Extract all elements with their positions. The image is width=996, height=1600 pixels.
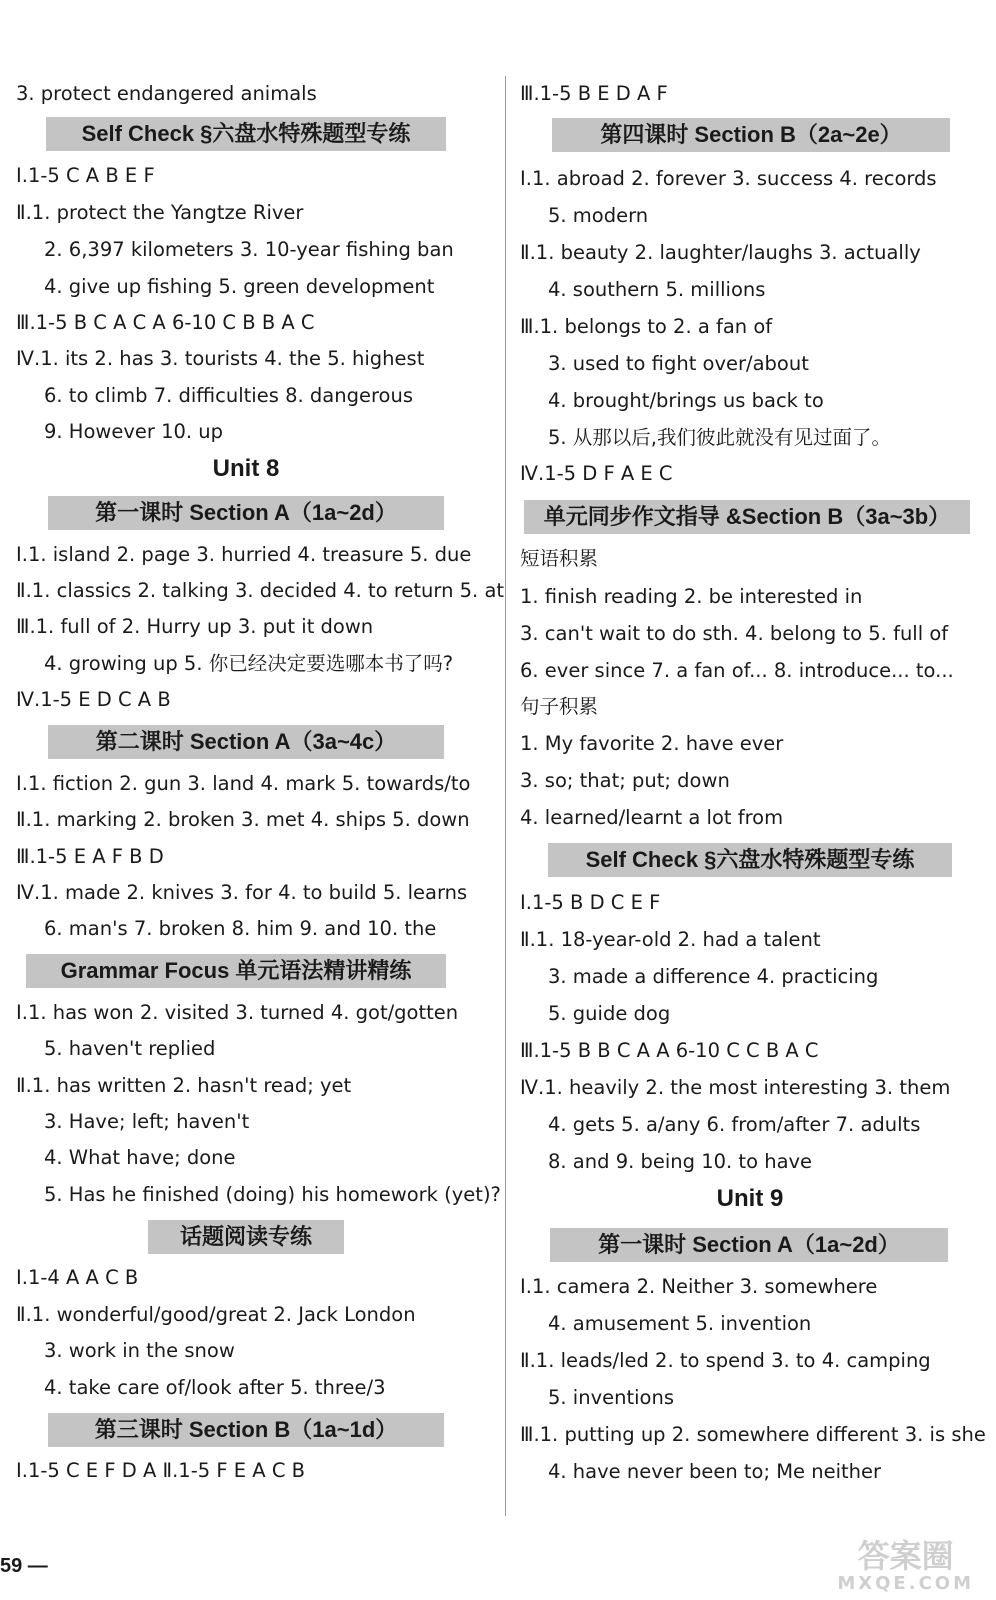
- answer-line: 3. so; that; put; down: [520, 769, 730, 792]
- answer-line: Ⅱ.1. 18-year-old 2. had a talent: [520, 928, 821, 951]
- answer-line: Ⅱ.1. wonderful/good/great 2. Jack London: [16, 1303, 416, 1326]
- sentences-label: 句子积累: [520, 695, 599, 718]
- unit-title: Unit 9: [716, 1185, 784, 1212]
- answer-line: Ⅲ.1-5 B B C A A 6-10 C C B A C: [520, 1039, 819, 1062]
- answer-line: 4. growing up 5. 你已经决定要选哪本书了吗?: [44, 652, 454, 675]
- answer-line: Ⅲ.1. putting up 2. somewhere different 3. is she: [520, 1423, 986, 1446]
- answer-line: Ⅱ.1. marking 2. broken 3. met 4. ships 5. down: [16, 808, 470, 831]
- section-heading: 第四课时 Section B（2a~2e）: [552, 118, 950, 152]
- answer-line: 5. guide dog: [548, 1002, 671, 1025]
- answer-line: 4. give up fishing 5. green development: [44, 275, 435, 298]
- answer-line: 4. learned/learnt a lot from: [520, 806, 784, 829]
- watermark-text: 答案圈: [857, 1537, 954, 1575]
- answer-line: Ⅱ.1. classics 2. talking 3. decided 4. to return 5. at: [16, 579, 505, 602]
- answer-line: Ⅲ.1. full of 2. Hurry up 3. put it down: [16, 615, 374, 638]
- answer-line: Ⅳ.1. made 2. knives 3. for 4. to build 5. learns: [16, 881, 468, 904]
- answer-line: 5. Has he finished (doing) his homework (yet)?: [44, 1183, 501, 1206]
- answer-line: Ⅱ.1. has written 2. hasn't read; yet: [16, 1074, 352, 1097]
- answer-line: Ⅰ.1. has won 2. visited 3. turned 4. got/gotten: [16, 1001, 459, 1024]
- answer-line: Ⅳ.1. heavily 2. the most interesting 3. them: [520, 1076, 951, 1099]
- answer-line: 3. made a difference 4. practicing: [548, 965, 879, 988]
- answer-line: 3. used to fight over/about: [548, 352, 809, 375]
- answer-line: 4. have never been to; Me neither: [548, 1460, 882, 1483]
- answer-line: 2. 6,397 kilometers 3. 10-year fishing ban: [44, 238, 454, 261]
- answer-line: 6. man's 7. broken 8. him 9. and 10. the: [44, 917, 437, 940]
- answer-line: 3. protect endangered animals: [16, 82, 317, 105]
- answer-line: Ⅲ.1-5 B E D A F: [520, 82, 668, 105]
- answer-line: Ⅱ.1. leads/led 2. to spend 3. to 4. camping: [520, 1349, 931, 1372]
- answer-line: 4. gets 5. a/any 6. from/after 7. adults: [548, 1113, 921, 1136]
- page-number: 59 —: [0, 1555, 48, 1577]
- answer-line: Ⅰ.1-4 A A C B: [16, 1266, 139, 1289]
- answer-line: Ⅰ.1-5 C A B E F: [16, 164, 155, 187]
- answer-line: Ⅰ.1. fiction 2. gun 3. land 4. mark 5. towards/to: [16, 772, 471, 795]
- section-heading-writing: 单元同步作文指导 &Section B（3a~3b）: [524, 500, 970, 534]
- answer-line: 4. brought/brings us back to: [548, 389, 824, 412]
- answer-line: 5. inventions: [548, 1386, 674, 1409]
- section-heading: 第一课时 Section A（1a~2d）: [550, 1228, 948, 1262]
- watermark-url: MXQE.COM: [837, 1573, 974, 1594]
- answer-line: Ⅲ.1-5 E A F B D: [16, 845, 164, 868]
- answer-line: 8. and 9. being 10. to have: [548, 1150, 813, 1173]
- answer-line: Ⅳ.1-5 E D C A B: [16, 688, 171, 711]
- section-heading-self-check: Self Check §六盘水特殊题型专练: [46, 117, 446, 151]
- phrases-label: 短语积累: [520, 547, 599, 570]
- section-heading: 第一课时 Section A（1a~2d）: [48, 496, 444, 530]
- answer-line: Ⅰ.1-5 C E F D A Ⅱ.1-5 F E A C B: [16, 1459, 306, 1482]
- answer-line: Ⅱ.1. protect the Yangtze River: [16, 201, 304, 224]
- unit-title: Unit 8: [212, 455, 280, 482]
- answer-line: 4. amusement 5. invention: [548, 1312, 812, 1335]
- answer-line: 5. modern: [548, 204, 649, 227]
- column-divider: [505, 76, 506, 1516]
- section-heading-self-check: Self Check §六盘水特殊题型专练: [548, 843, 952, 877]
- answer-line: 1. My favorite 2. have ever: [520, 732, 784, 755]
- section-heading: 第三课时 Section B（1a~1d）: [48, 1413, 444, 1447]
- answer-line: 5. haven't replied: [44, 1037, 216, 1060]
- answer-line: 4. take care of/look after 5. three/3: [44, 1376, 386, 1399]
- answer-line: Ⅲ.1-5 B C A C A 6-10 C B B A C: [16, 311, 315, 334]
- answer-line: 5. 从那以后,我们彼此就没有见过面了。: [548, 426, 892, 449]
- answer-line: 4. southern 5. millions: [548, 278, 766, 301]
- answer-line: Ⅰ.1. island 2. page 3. hurried 4. treasure 5. due: [16, 543, 472, 566]
- answer-line: Ⅲ.1. belongs to 2. a fan of: [520, 315, 773, 338]
- answer-line: 3. can't wait to do sth. 4. belong to 5. full of: [520, 622, 949, 645]
- section-heading-reading: 话题阅读专练: [148, 1220, 344, 1254]
- answer-line: 1. finish reading 2. be interested in: [520, 585, 863, 608]
- answer-line: 4. What have; done: [44, 1146, 236, 1169]
- answer-line: Ⅱ.1. beauty 2. laughter/laughs 3. actually: [520, 241, 921, 264]
- answer-line: Ⅳ.1. its 2. has 3. tourists 4. the 5. highest: [16, 347, 425, 370]
- answer-line: 6. to climb 7. difficulties 8. dangerous: [44, 384, 413, 407]
- answer-line: Ⅰ.1-5 B D C E F: [520, 891, 661, 914]
- answer-line: Ⅰ.1. abroad 2. forever 3. success 4. records: [520, 167, 937, 190]
- answer-line: 3. work in the snow: [44, 1339, 235, 1362]
- section-heading-grammar: Grammar Focus 单元语法精讲精练: [26, 954, 446, 988]
- answer-line: 6. ever since 7. a fan of... 8. introduce... to...: [520, 659, 954, 682]
- section-heading: 第二课时 Section A（3a~4c）: [48, 725, 444, 759]
- answer-line: Ⅳ.1-5 D F A E C: [520, 462, 673, 485]
- answer-line: 9. However 10. up: [44, 420, 224, 443]
- answer-line: 3. Have; left; haven't: [44, 1110, 250, 1133]
- answer-line: Ⅰ.1. camera 2. Neither 3. somewhere: [520, 1275, 878, 1298]
- watermark-logo: [837, 1539, 974, 1594]
